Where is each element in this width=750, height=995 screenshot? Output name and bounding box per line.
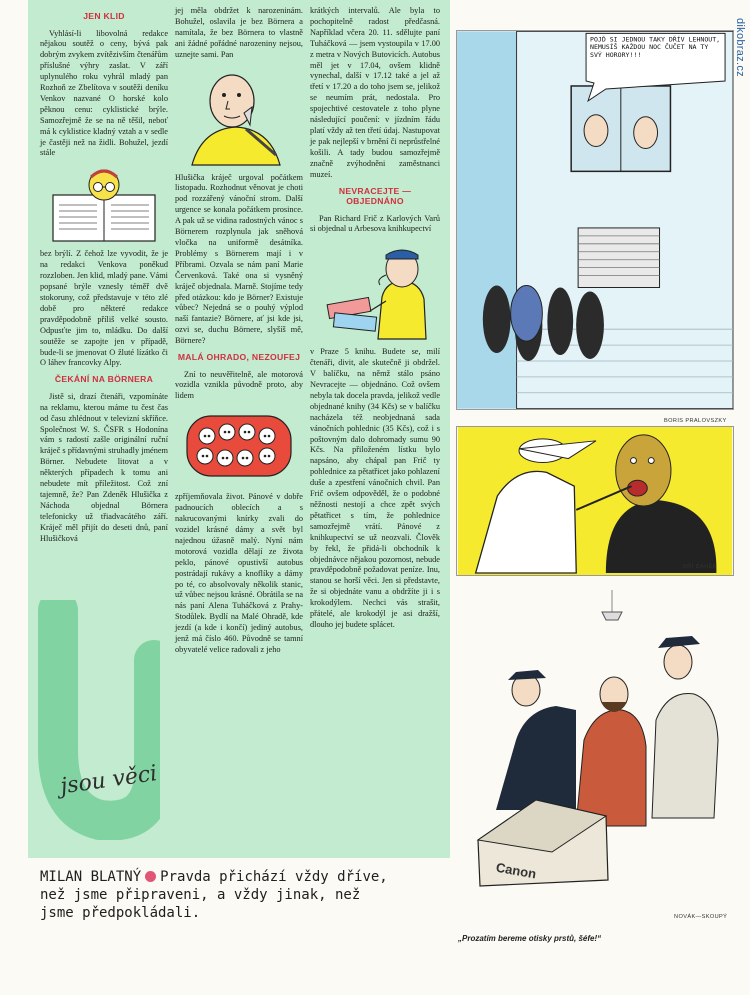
column-3 (310, 6, 440, 631)
author-quote (40, 868, 400, 922)
cartoons-area (456, 0, 750, 995)
paragraph: jej měla obdržet k narozeninám. Bohužel, oslavila je bez Börnera a namítala, že bez Börnera to vlastně ani žádné pořádné narozeniny nejsou, uznejte sami. Pan (175, 6, 303, 59)
watermark: dikobraz.cz (734, 18, 746, 77)
man-with-money-illustration (320, 241, 430, 341)
headline-cekani-na-bornera: ČEKÁNÍ NA BÖRNERA (54, 374, 154, 385)
paragraph: v Praze 5 knihu. Budete se, milí čtenáři, divit, ale skutečně ji obdržel. V balíčku, na němž stálo psáno Nevracejte — objednáno. Což ovšem nebyla tak docela pravda, jelikož vedle objednané knihy (34 Kčs) se v balíčku nacházela též neobjednaná sada vánočních pohlednic (35 Kčs), což i s poštovným dalo dohromady sumu 90 Kčs. Na přiloženém lístku bylo napsáno, aby chápal pan Frič ty pohlednice za pětatřicet jako pohlazení duše a zpestření vánočních chvil. Pan Frič ovšem odpověděl, že o podobné něžnosti nestojí a chce zpět svých pětatřicet s tím, že pohlednice samozřejmě vrátí. Pánové z knihkupectví se už neozvali. Člověk by řekl, že přidá-li obchodník k objednávce nějakou pozornost, nebude pravděpodobně požadovat peníze. Inu, stanou se horší věci. Jen si představte, že si objednáte vanu a obdržíte ji i s krokodýlem. Nechci vás strašit, přátelé, ale krokodýl je asi dražší, dlouho jej budete splácet. (310, 347, 440, 629)
cartoon-credit: NOVÁK—SKOUPÝ (674, 914, 728, 920)
jsou-veci-logo (30, 600, 160, 840)
logo-text: jsou věci (58, 761, 159, 800)
cartoon-2-yellow (456, 426, 734, 576)
cartoon-caption: „Prozatím bereme otisky prstů, šéfe!“ (458, 934, 602, 943)
pink-dot-icon (145, 871, 156, 882)
paragraph: Pan Richard Frič z Karlových Varů si objednal u Arbesova knihkupectví (310, 213, 440, 234)
paragraph: zpříjemňovala život. Pánové v dobře padnoucích oblecích a s nakrucovanými knírky zvali do vozidel krásné dámy a svět byl najednou úžasně malý. Nyní nám motorová vozidla dělají ze života peklo, pánové opustivší autobus postrádají rukávy a knoflíky a dámy po té, co absolvovaly několik stanic, už vůbec nejsou krásné. Obrátila se na nás paní Alena Tuháčková z Prahy-Stodůlek. Bydlí na Malé Ohradě, kde jezdí (a kde i končí) jediný autobus, jenž má číslo 460. Původně se tamní obyvatelé velice radovali z jeho (175, 492, 303, 654)
cartoon-credit: BORIS PRALOVSZKY (664, 418, 727, 424)
crowded-bus-illustration (183, 408, 295, 486)
speech-balloon-text: POJĎ SI JEDNOU TAKY DŘÍV LEHNOUT, NEMUSÍŠ KAŽDOU NOC ČUČET NA TY SVÝ HORORY!!! (590, 35, 721, 60)
paragraph: bez brýlí. Z čehož lze vyvodit, že je na redakci Venkova poněkud rozzloben. Jen klid, mladý pane. Vámi popsané brýle vznesly téměř dvě stokoruny, což představuje v této zlé době pro některé redakce pravděpodobně příliš velké sousto. Odpusťte jim to, mládku. Do další soutěže se zapojte jen v případě, bude-li se jmenovat O žluté lízátko či O láhev francovky Alpy. (40, 249, 168, 368)
cartoon-3-copier (456, 590, 734, 890)
paragraph: Zní to neuvěřitelně, ale motorová vozidla vznikla původně proto, aby lidem (175, 369, 303, 401)
paragraph: krátkých intervalů. Ale byla to pochopitelně radost předčasná. Například včera 20. 11. sdělujte paní Tuháčková — jsem vystoupila v 17.00 z metra v Nových Butovicích. Autobus měl jet v 17.04, ovšem klidně vynechal, další v 17.12 také a jel až třetí v 17.20 a do toho jsem se, jelikož se neumím prát, nedostala. Pro spojechtivé cestovatele z toho plyne následující poučení: v jízdním řádu platí vždy až ten třetí údaj. Nastupovat je pak nejlepší v brnění či neprůstřelné košili. A tady budou samozřejmě značně zvýhodněni zaměstnanci muzeí. (310, 6, 440, 179)
copier-brand-label: Canon (494, 859, 538, 882)
cartoon-credit: JIŘÍ DANĚK (682, 564, 717, 570)
bald-man-knife-illustration (184, 67, 294, 167)
quote-text: Pravda přichází vždy dříve, než jsme připraveni, a vždy jinak, než jsme předpokládali. (40, 869, 388, 921)
cartoon-1-house (456, 30, 734, 410)
paragraph: Vyhlásí-li libovolná redakce nějakou soutěž o ceny, bývá pak dobrým zvykem zvítězivším čtenářům příslušné výhry zaslat. V září uplynulého roku vyhrál mladý pan Rozhoň ze Zbelítova v soutěži deníku Venkov nazvané O horské kolo pěknou cenu: cyklistické brýle. Samozřejmě že se na ně těšil, neboť má k cyklistice kladný vztah a v sedle je častěji než na židli. Bohužel, jezdí stále (40, 28, 168, 158)
headline-jen-klid: JEN KLID (83, 11, 125, 21)
quote-author: MILAN BLATNÝ (40, 869, 142, 885)
column-2 (175, 6, 303, 656)
column-1 (40, 6, 168, 545)
paragraph: Jistě si, drazí čtenáři, vzpomínáte na reklamu, kterou máme tu čest čas od času zhlédnout v televizní skříňce. Společnost W. S. ČSFR s Hodonína vám s radostí zašle originální ruční kráječ s přídavnými struhadly jménem Börner. Nebudete litovat a v některých případech k tomu ani nebudete mít příležitost. Což zní tajemně, že? Pan Zdeněk Hlušička z Náchoda objednal Börnera telefonicky už třiadvacátého září. Kráječ měl přijít do deseti dnů, paní Hlušičková (40, 391, 168, 543)
newspaper-reader-illustration (49, 165, 159, 243)
headline-nevracejte: NEVRACEJTE — OBJEDNÁNO (338, 185, 412, 206)
paragraph: Hlušička kráječ urgoval počátkem listopadu. Rozhodnut věnovat je choti pod rozzářený vánoční strom. Další urgence se konala počátkem prosince. A pak už se vidina radostných vánoc s Börnerem rozplynula jak sněhová vločka na uniformě desátníka. Problémy s Börnerem mají i v Příbrami. Ozvala se nám paní Marie Červenková. Také ona si vysněný kráječ objednala. Marně. Stojíme tedy před otázkou: kdo je Börner? Existuje vůbec? Nejedná se o pouhý výplod naší fantazie? Börnere, ať jsi kde jsi, ozvi se, duchu Börnere, slyšíš mě, Börnere? (175, 172, 303, 346)
headline-mala-ohrado: MALÁ OHRADO, NEZOUFEJ (177, 352, 301, 363)
